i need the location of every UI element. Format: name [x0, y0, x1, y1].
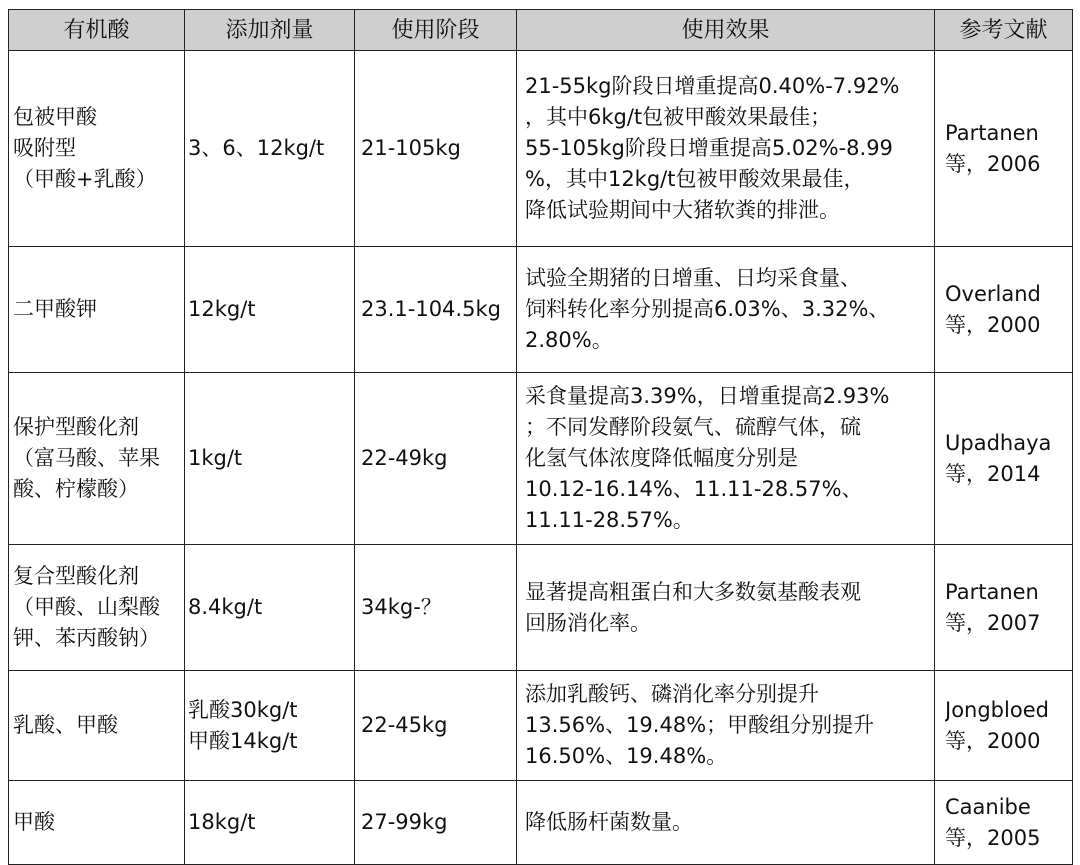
cell-effect	[517, 781, 935, 865]
acid-line: （甲酸+乳酸）	[13, 167, 157, 191]
effect-line: 降低肠杆菌数量。	[525, 810, 693, 834]
cell-effect	[517, 51, 935, 247]
cell-reference	[935, 51, 1073, 247]
cell-reference	[935, 781, 1073, 865]
cell-dose	[185, 671, 355, 781]
acid-line: （富马酸、苹果	[13, 446, 160, 470]
ref-line: Partanen	[945, 120, 1039, 145]
ref-line: 等，2006	[945, 151, 1041, 176]
effect-line: %，其中12kg/t包被甲酸效果最佳，	[525, 167, 865, 191]
ref-line: 等，2000	[945, 728, 1041, 753]
dose-line: 3、6、12kg/t	[188, 136, 325, 160]
dose-line: 18kg/t	[188, 810, 256, 834]
ref-line: Partanen	[945, 579, 1039, 604]
header-dose: 添加剂量	[185, 10, 355, 51]
effect-line: 10.12-16.14%、11.11-28.57%、	[525, 477, 863, 501]
ref-line: Caanibe	[945, 794, 1031, 819]
cell-effect	[517, 545, 935, 671]
effect-line: 55-105kg阶段日增重提高5.02%-8.99	[525, 136, 893, 160]
cell-acid	[9, 781, 185, 865]
cell-reference	[935, 373, 1073, 545]
table-row	[9, 671, 1073, 781]
table-row	[9, 247, 1073, 373]
cell-reference	[935, 671, 1073, 781]
ref-line: Jongbloed	[945, 697, 1049, 722]
dose-line: 12kg/t	[188, 297, 256, 321]
cell-reference	[935, 545, 1073, 671]
ref-line: 等，2000	[945, 312, 1041, 337]
header-acid: 有机酸	[9, 10, 185, 51]
acid-line: 包被甲酸	[13, 105, 97, 129]
acid-line: 乳酸、甲酸	[13, 713, 118, 737]
effect-line: 16.50%、19.48%。	[525, 744, 728, 768]
header-reference: 参考文献	[935, 10, 1073, 51]
cell-acid	[9, 671, 185, 781]
ref-line: Upadhaya	[945, 430, 1052, 455]
header-row	[9, 10, 1073, 51]
ref-line: Overland	[945, 281, 1041, 306]
effect-line: 21-55kg阶段日增重提高0.40%-7.92%	[525, 74, 900, 98]
acid-line: 酸、柠檬酸）	[13, 477, 139, 501]
acid-line: 保护型酸化剂	[13, 415, 139, 439]
effect-line: 饲料转化率分别提高6.03%、3.32%、	[525, 297, 890, 321]
acid-line: （甲酸、山梨酸	[13, 595, 160, 619]
effect-line: 显著提高粗蛋白和大多数氨基酸表观	[525, 579, 861, 604]
effect-line: 化氢气体浓度降低幅度分别是	[525, 446, 798, 470]
effect-line: ；不同发酵阶段氨气、硫醇气体，硫	[525, 415, 861, 439]
cell-dose	[185, 51, 355, 247]
header-effect: 使用效果	[517, 10, 935, 51]
dose-line: 甲酸14kg/t	[188, 728, 298, 753]
effect-line: 11.11-28.57%。	[525, 508, 694, 532]
cell-reference	[935, 247, 1073, 373]
acid-line: 吸附型	[13, 136, 76, 160]
cell-dose	[185, 373, 355, 545]
cell-stage: 21-105kg	[355, 51, 517, 247]
cell-stage: 22-49kg	[355, 373, 517, 545]
cell-stage: 23.1-104.5kg	[355, 247, 517, 373]
dose-line: 8.4kg/t	[188, 595, 263, 619]
cell-effect	[517, 671, 935, 781]
cell-acid	[9, 545, 185, 671]
cell-effect	[517, 373, 935, 545]
table-row	[9, 373, 1073, 545]
table-container	[8, 9, 1073, 865]
cell-stage: 34kg-？	[355, 545, 517, 671]
cell-dose	[185, 781, 355, 865]
effect-line: 试验全期猪的日增重、日均采食量、	[525, 266, 861, 290]
table-row	[9, 51, 1073, 247]
effect-line: 降低试验期间中大猪软粪的排泄。	[525, 198, 840, 222]
acid-line: 甲酸	[13, 810, 55, 834]
acid-line: 二甲酸钾	[13, 297, 97, 321]
effect-line: 添加乳酸钙、磷消化率分别提升	[525, 682, 819, 706]
ref-line: 等，2005	[945, 825, 1041, 850]
cell-dose	[185, 545, 355, 671]
effect-line: 回肠消化率。	[525, 610, 651, 635]
cell-acid	[9, 247, 185, 373]
acid-line: 复合型酸化剂	[13, 564, 139, 588]
effect-line: 2.80%。	[525, 328, 613, 352]
table-row	[9, 545, 1073, 671]
dose-line: 1kg/t	[188, 446, 243, 470]
effect-line: 13.56%、19.48%；甲酸组分别提升	[525, 713, 875, 737]
table-row	[9, 781, 1073, 865]
organic-acid-table	[8, 9, 1073, 865]
dose-line: 乳酸30kg/t	[188, 697, 298, 722]
acid-line: 钾、苯丙酸钠）	[13, 626, 160, 650]
effect-line: ，其中6kg/t包被甲酸效果最佳；	[525, 105, 832, 129]
ref-line: 等，2014	[945, 461, 1041, 486]
cell-acid	[9, 51, 185, 247]
cell-acid	[9, 373, 185, 545]
effect-line: 采食量提高3.39%，日增重提高2.93%	[525, 384, 890, 408]
header-stage: 使用阶段	[355, 10, 517, 51]
cell-stage: 27-99kg	[355, 781, 517, 865]
cell-stage: 22-45kg	[355, 671, 517, 781]
cell-effect	[517, 247, 935, 373]
cell-dose	[185, 247, 355, 373]
ref-line: 等，2007	[945, 610, 1041, 635]
